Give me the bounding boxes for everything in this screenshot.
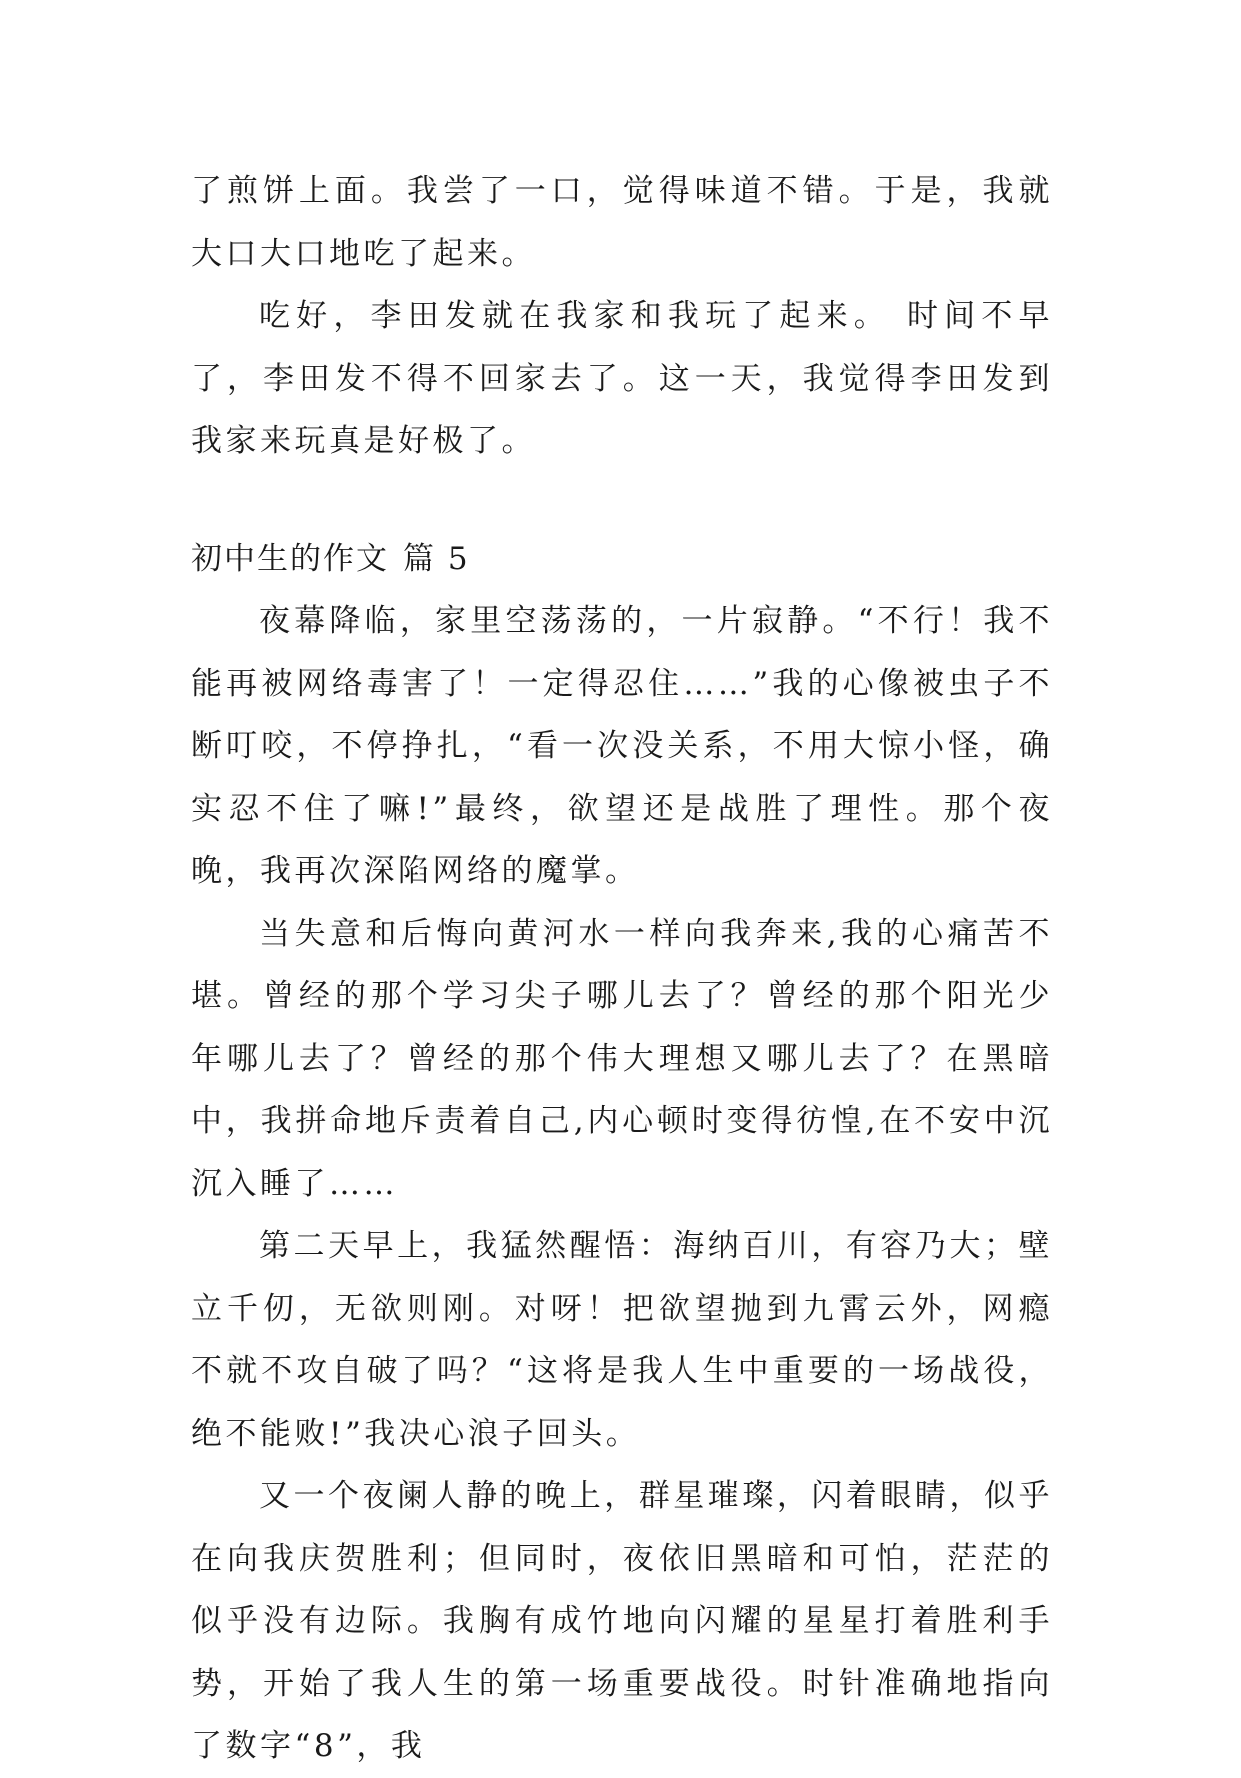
- document-body: [191, 160, 1053, 1778]
- continuation-paragraph-1: 了煎饼上面。我尝了一口，觉得味道不错。于是，我就大口大口地吃了起来。: [191, 173, 1053, 272]
- continuation-paragraph-2: 吃好，李田发就在我家和我玩了起来。 时间不早了，李田发不得不回家去了。这一天，我觉得李田发到我家来玩真是好极了。: [191, 298, 1053, 459]
- section-title: 初中生的作文: [191, 540, 389, 577]
- section-heading: [191, 528, 1053, 591]
- section-paragraph-1: 夜幕降临，家里空荡荡的，一片寂静。“不行！我不能再被网络毒害了！一定得忍住……”我的心像被虫子不断叮咬，不停挣扎，“看一次没关系，不用大惊小怪，确实忍不住了嘛!”最终，欲望还是战胜了理性。那个夜晚，我再次深陷网络的魔掌。: [191, 603, 1053, 889]
- section-paragraph-3: 第二天早上，我猛然醒悟：海纳百川，有容乃大；壁立千仞，无欲则刚。对呀！把欲望抛到九霄云外，网瘾不就不攻自破了吗？“这将是我人生中重要的一场战役，绝不能败!”我决心浪子回头。: [191, 1228, 1053, 1452]
- section-paragraph-2: 当失意和后悔向黄河水一样向我奔来,我的心痛苦不堪。曾经的那个学习尖子哪儿去了？曾经的那个阳光少年哪儿去了？曾经的那个伟大理想又哪儿去了？在黑暗中，我拼命地斥责着自己,内心顿时变得彷惶,在不安中沉沉入睡了……: [191, 915, 1053, 1202]
- section-gap: [191, 473, 1053, 528]
- section-number-label: 篇 5: [403, 540, 470, 577]
- section-paragraph-4: 又一个夜阑人静的晚上，群星璀璨，闪着眼睛，似乎在向我庆贺胜利；但同时，夜依旧黑暗和可怕，茫茫的似乎没有边际。我胸有成竹地向闪耀的星星打着胜利手势，开始了我人生的第一场重要战役。时针准确地指向了数字“8”，我: [191, 1478, 1053, 1764]
